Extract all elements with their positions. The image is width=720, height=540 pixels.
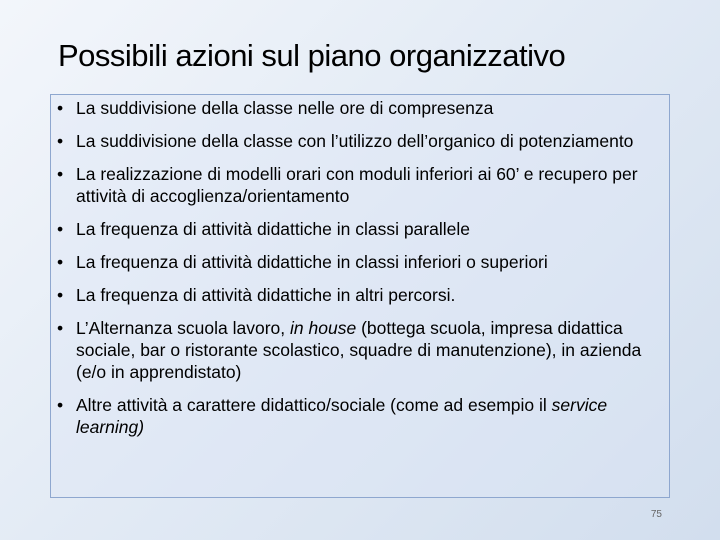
bullet-text: La frequenza di attività didattiche in classi parallele [76, 219, 470, 239]
bullet-item [57, 394, 663, 438]
bullet-item [57, 218, 663, 240]
bullet-dot: • [57, 164, 64, 184]
bullet-item [57, 97, 663, 119]
bullet-text: La realizzazione di modelli orari con moduli inferiori ai 60’ e recupero per attività di accoglienza/orientamento [76, 164, 638, 206]
bullet-dot: • [57, 219, 64, 239]
bullet-dot: • [57, 285, 64, 305]
bullet-text: La suddivisione della classe con l’utilizzo dell’organico di potenziamento [76, 131, 634, 151]
bullet-item [57, 284, 663, 306]
bullet-dot: • [57, 318, 64, 338]
bullet-text-italic: service learning) [76, 395, 608, 437]
bullet-item [57, 130, 663, 152]
bullet-dot: • [57, 131, 64, 151]
bullet-item [57, 317, 663, 383]
slide-title: Possibili azioni sul piano organizzativo [58, 38, 566, 73]
page-number: 75 [650, 509, 662, 520]
bullet-text: La frequenza di attività didattiche in classi inferiori o superiori [76, 252, 548, 272]
bullet-item [57, 163, 663, 207]
bullet-text: Altre attività a carattere didattico/sociale (come ad esempio il [76, 395, 552, 415]
content-box [50, 94, 670, 498]
bullet-item [57, 251, 663, 273]
bullet-dot: • [57, 252, 64, 272]
bullet-list [57, 97, 663, 449]
bullet-dot: • [57, 98, 64, 118]
bullet-text: La suddivisione della classe nelle ore di compresenza [76, 98, 494, 118]
bullet-dot: • [57, 395, 64, 415]
bullet-text: (bottega scuola, impresa didattica sociale, bar o ristorante scolastico, squadre di manutenzione), in azienda (e/o in apprendistato) [76, 318, 642, 382]
bullet-text-italic: in house [290, 318, 357, 338]
bullet-text: L’Alternanza scuola lavoro, [76, 318, 291, 338]
bullet-text: La frequenza di attività didattiche in altri percorsi. [76, 285, 456, 305]
